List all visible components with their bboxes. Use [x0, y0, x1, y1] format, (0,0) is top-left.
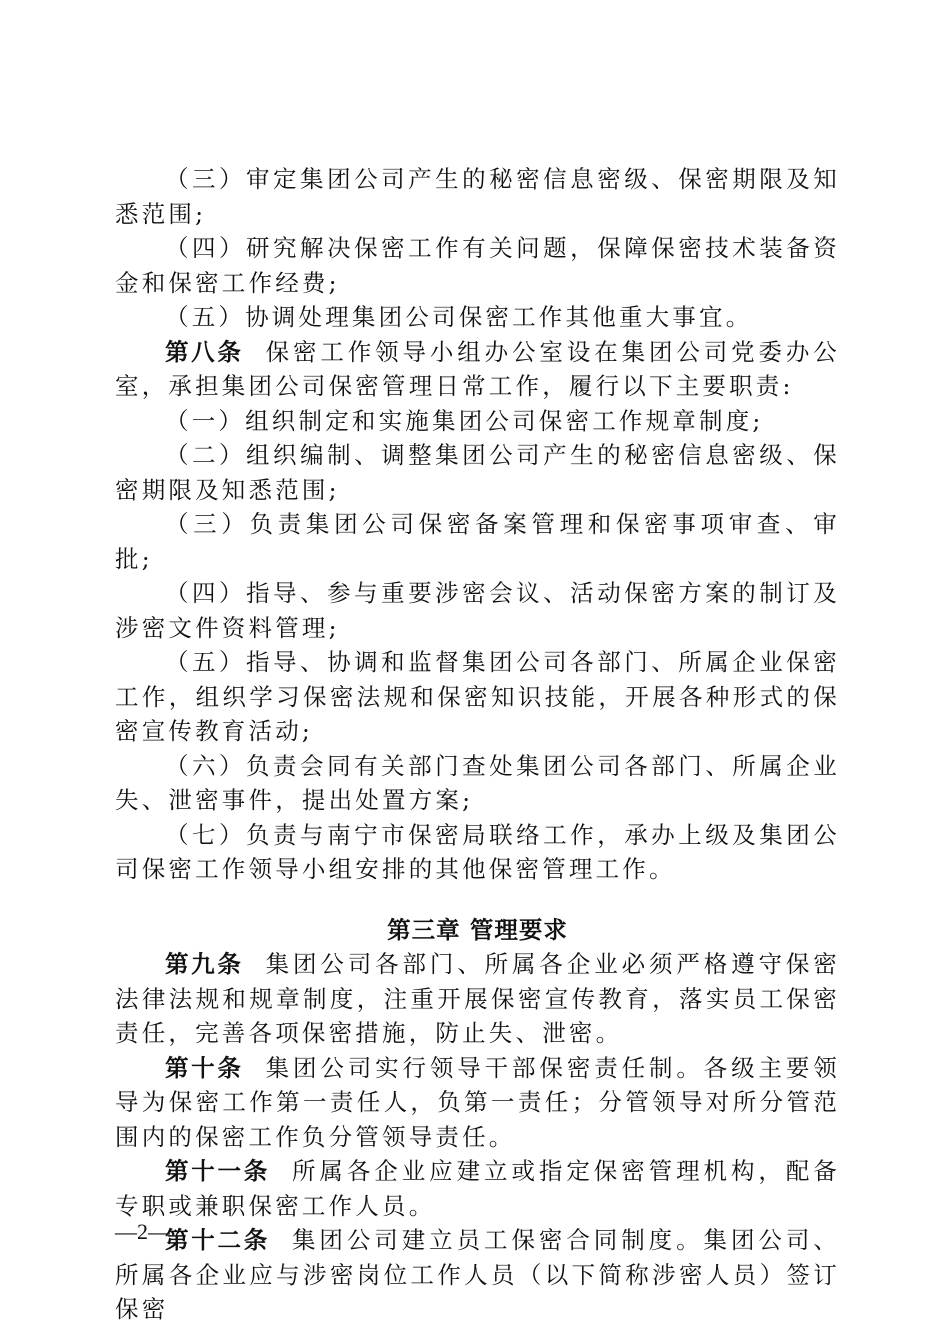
article-label: 第九条 [165, 950, 244, 978]
clause-item: （六）负责会同有关部门查处集团公司各部门、所属企业失、泄密事件，提出处置方案; [115, 751, 840, 814]
article-text: 所属各企业应建立或指定保密管理机构，配备专职或兼职保密工作人员。 [115, 1157, 841, 1220]
clause-item: （七）负责与南宁市保密局联络工作，承办上级及集团公司保密工作领导小组安排的其他保密管理工作。 [115, 820, 840, 883]
chapter-title: 第三章 管理要求 [387, 915, 568, 944]
clause-item: （三）负责集团公司保密备案管理和保密事项审查、审批; [115, 510, 840, 573]
article-text: 保密工作领导小组办公室设在集团公司党委办公室，承担集团公司保密管理日常工作，履行以下主要职责: [115, 337, 840, 400]
clause-item: （一）组织制定和实施集团公司保密工作规章制度; [165, 406, 764, 435]
clause-item: （三）审定集团公司产生的秘密信息密级、保密期限及知悉范围; [115, 165, 840, 228]
article-8 [115, 335, 840, 404]
document-body [115, 162, 840, 1327]
page-number: —2— [115, 1219, 170, 1244]
article-label: 第十一条 [165, 1157, 270, 1185]
clause-item: （四）研究解决保密工作有关问题，保障保密技术装备资金和保密工作经费; [115, 234, 840, 297]
article-9 [115, 947, 840, 1051]
article-12 [115, 1223, 840, 1327]
clause-item: （五）协调处理集团公司保密工作其他重大事宜。 [165, 303, 753, 331]
article-11 [115, 1154, 840, 1223]
article-text: 集团公司建立员工保密合同制度。集团公司、所属各企业应与涉密岗位工作人员（以下简称涉密人员）签订保密 [115, 1226, 841, 1323]
clause-item: （四）指导、参与重要涉密会议、活动保密方案的制订及涉密文件资料管理; [115, 579, 840, 642]
article-10 [115, 1051, 840, 1155]
article-label: 第八条 [165, 337, 244, 366]
article-label: 第十二条 [165, 1226, 270, 1254]
article-text: 集团公司各部门、所属各企业必须严格遵守保密法律法规和规章制度，注重开展保密宣传教育，落实员工保密责任，完善各项保密措施，防止失、泄密。 [115, 950, 840, 1047]
article-label: 第十条 [165, 1053, 244, 1082]
article-text: 集团公司实行领导干部保密责任制。各级主要领导为保密工作第一责任人，负第一责任；分管领导对所分管范围内的保密工作负分管领导责任。 [115, 1053, 840, 1151]
clause-item: （二）组织编制、调整集团公司产生的秘密信息密级、保密期限及知悉范围; [115, 441, 840, 504]
clause-item: （五）指导、协调和监督集团公司各部门、所属企业保密工作，组织学习保密法规和保密知识技能，开展各种形式的保密宣传教育活动; [115, 648, 840, 745]
